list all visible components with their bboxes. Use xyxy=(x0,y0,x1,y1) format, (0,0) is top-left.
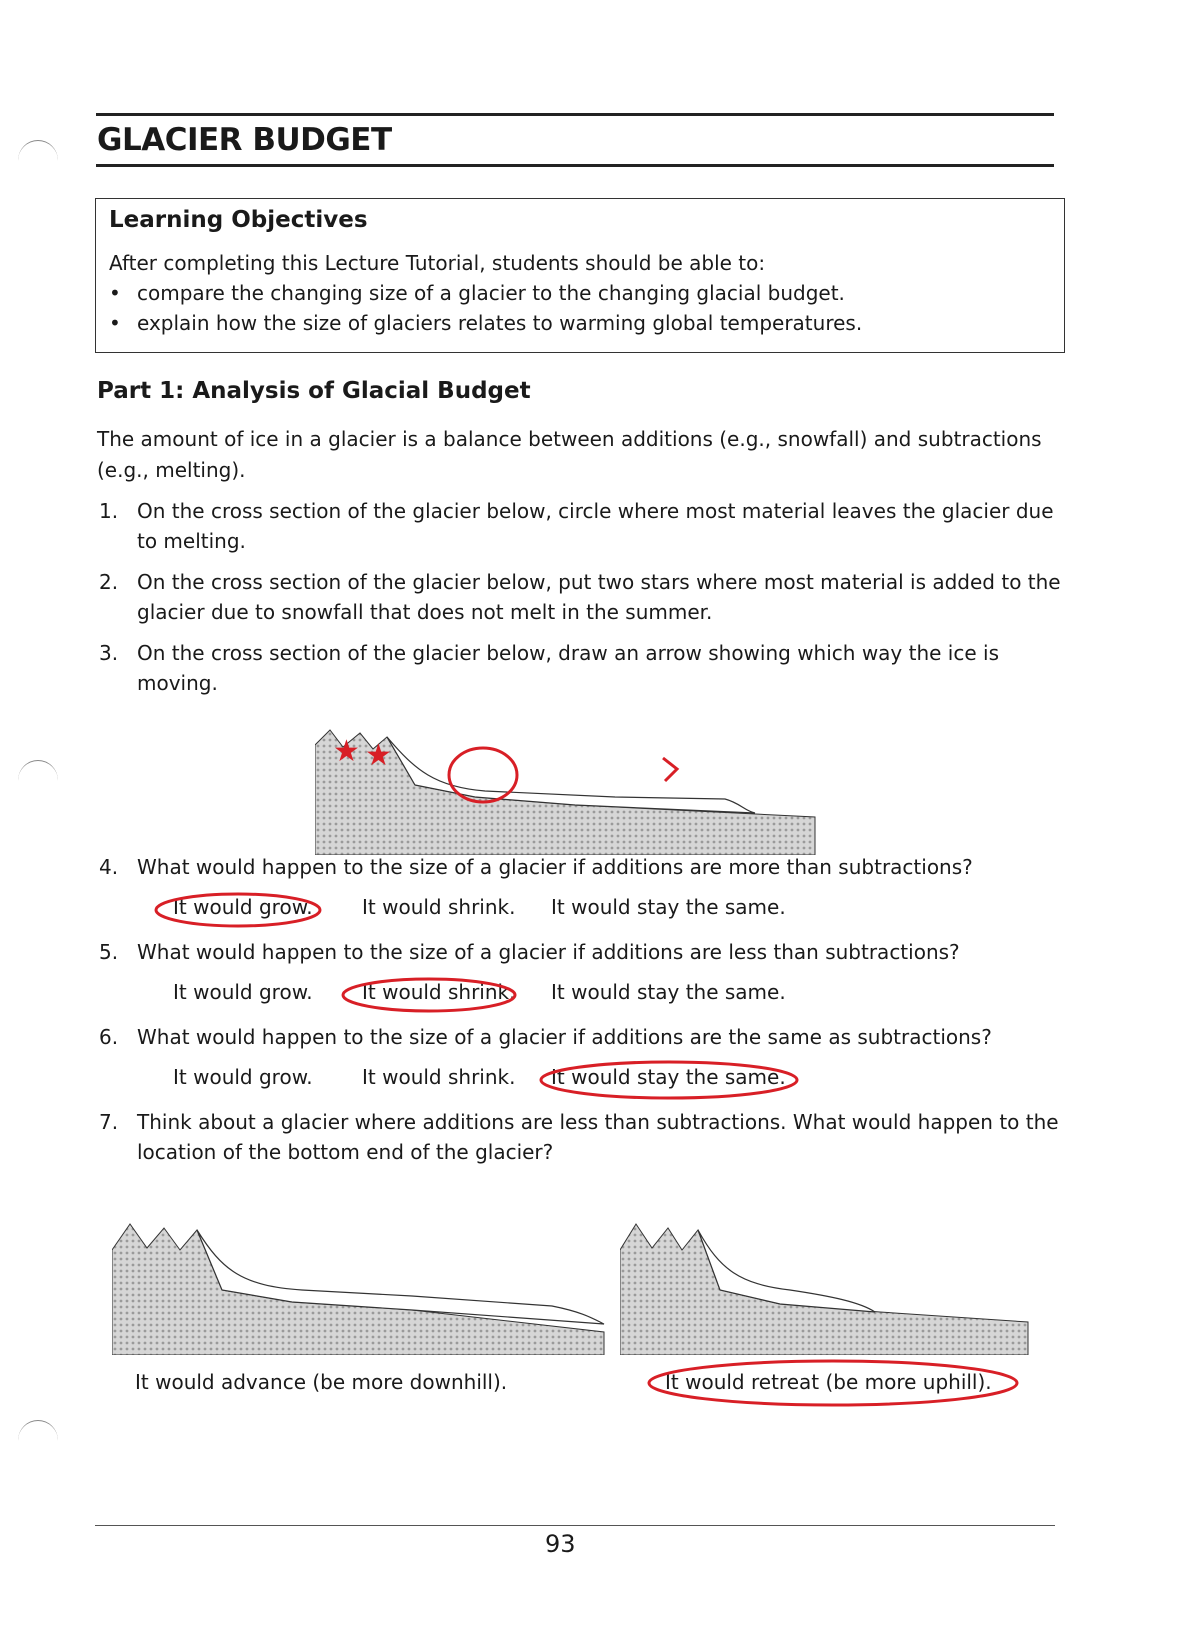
q5-option-grow[interactable]: It would grow. xyxy=(173,980,313,1004)
q6-option-same[interactable]: It would stay the same. xyxy=(551,1065,786,1089)
star-annotation-icon: ★ xyxy=(333,734,360,769)
objective-item: • compare the changing size of a glacier to the changing glacial budget. xyxy=(109,281,845,305)
question-6: 6. What would happen to the size of a glacier if additions are the same as subtractions? xyxy=(99,1025,992,1049)
star-annotation-icon: ★ xyxy=(365,738,392,773)
bullet-icon: • xyxy=(109,281,121,305)
page-title: GLACIER BUDGET xyxy=(97,122,392,158)
binder-hole xyxy=(18,1420,58,1461)
q5-option-shrink[interactable]: It would shrink. xyxy=(362,980,516,1004)
footer-rule xyxy=(95,1525,1055,1526)
q6-option-shrink[interactable]: It would shrink. xyxy=(362,1065,516,1089)
flow-arrow-annotation xyxy=(663,758,677,781)
bullet-icon: • xyxy=(109,311,121,335)
objectives-title: Learning Objectives xyxy=(109,207,368,233)
objective-item: • explain how the size of glaciers relates to warming global temperatures. xyxy=(109,311,863,335)
q4-option-same[interactable]: It would stay the same. xyxy=(551,895,786,919)
title-top-rule xyxy=(96,113,1054,116)
intro-paragraph: The amount of ice in a glacier is a balance between additions (e.g., snowfall) and subtractions (e.g., melting). xyxy=(97,427,1042,482)
q4-option-grow[interactable]: It would grow. xyxy=(173,895,313,919)
q7-answer-circle xyxy=(643,1355,1028,1411)
bedrock-shape xyxy=(112,1224,604,1355)
q5-answer-circle xyxy=(337,973,527,1017)
binder-hole xyxy=(18,140,58,181)
q4-answer-circle xyxy=(150,888,330,932)
bedrock-shape xyxy=(620,1224,1028,1355)
question-7: 7. Think about a glacier where additions are less than subtractions. What would happen to the location of the bottom end of the glacier? xyxy=(99,1110,1059,1164)
question-3: 3. On the cross section of the glacier below, draw an arrow showing which way the ice is moving. xyxy=(99,641,999,695)
q4-option-shrink[interactable]: It would shrink. xyxy=(362,895,516,919)
q5-option-same[interactable]: It would stay the same. xyxy=(551,980,786,1004)
glacier-cross-section-figure xyxy=(315,725,835,855)
objectives-intro: After completing this Lecture Tutorial, students should be able to: xyxy=(109,251,766,275)
q6-option-grow[interactable]: It would grow. xyxy=(173,1065,313,1089)
question-2: 2. On the cross section of the glacier below, put two stars where most material is added to the glacier due to snowfall that does not melt in the summer. xyxy=(99,570,1061,624)
q7-option-advance[interactable]: It would advance (be more downhill). xyxy=(135,1370,508,1394)
q7-option-retreat[interactable]: It would retreat (be more uphill). xyxy=(665,1370,992,1394)
page-number: 93 xyxy=(545,1530,576,1558)
q6-answer-circle xyxy=(535,1056,805,1104)
question-4: 4. What would happen to the size of a glacier if additions are more than subtractions? xyxy=(99,855,973,879)
question-1: 1. On the cross section of the glacier below, circle where most material leaves the glacier due to melting. xyxy=(99,499,1054,553)
question-5: 5. What would happen to the size of a glacier if additions are less than subtractions? xyxy=(99,940,960,964)
learning-objectives-box xyxy=(95,198,1065,353)
title-bottom-rule xyxy=(96,164,1054,167)
binder-hole xyxy=(18,760,58,801)
glacier-advance-figure xyxy=(112,1220,612,1355)
part-title: Part 1: Analysis of Glacial Budget xyxy=(97,378,531,404)
glacier-retreat-figure xyxy=(620,1220,1030,1355)
